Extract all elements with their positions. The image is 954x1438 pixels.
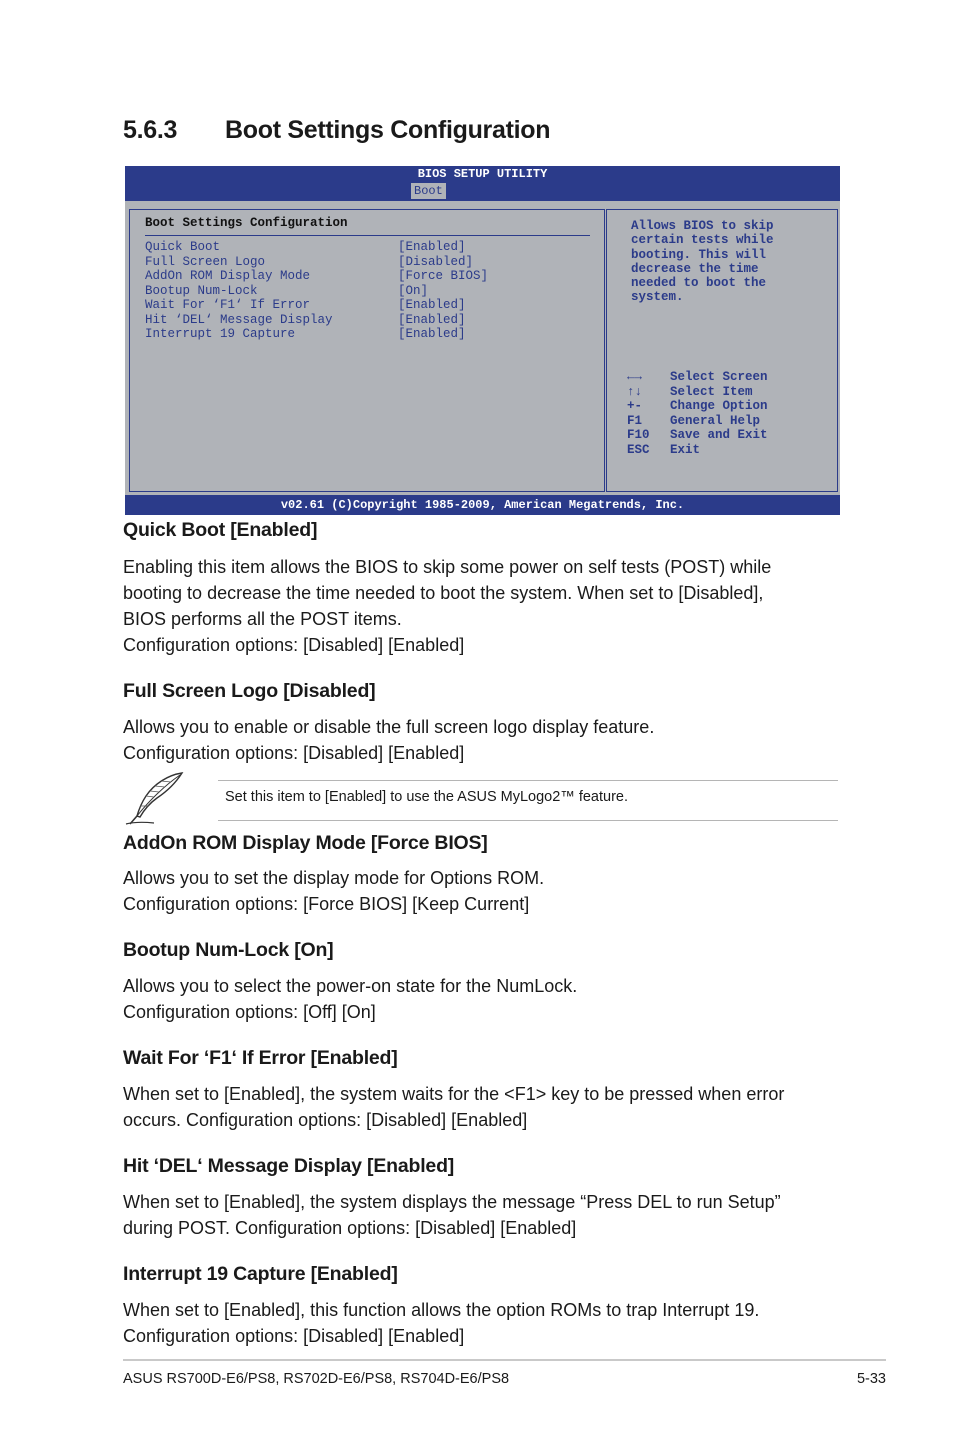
- bios-settings-panel: [129, 209, 605, 492]
- bios-help-panel: [606, 209, 838, 492]
- key-change-option: +-: [627, 399, 643, 413]
- setting-label: Interrupt 19 Capture: [145, 327, 296, 341]
- desc-wait-for-f1: [123, 1081, 843, 1133]
- desc-line: occurs. Configuration options: [Disabled] [Enabled]: [123, 1110, 528, 1130]
- key-desc: Change Option: [670, 399, 768, 413]
- desc-line: Allows you to set the display mode for Options ROM.: [123, 868, 545, 888]
- key-desc: Select Screen: [670, 370, 768, 384]
- desc-bootup-num-lock: [123, 973, 843, 1025]
- bios-panel-heading: Boot Settings Configuration: [145, 216, 348, 230]
- desc-line: Enabling this item allows the BIOS to skip some power on self tests (POST) while: [123, 557, 772, 577]
- bios-screenshot: [125, 166, 840, 515]
- heading-bootup-num-lock: Bootup Num-Lock [On]: [123, 939, 334, 961]
- help-line: certain tests while: [631, 233, 774, 248]
- desc-addon-rom-display-mode: [123, 865, 843, 917]
- desc-line: during POST. Configuration options: [Disabled] [Enabled]: [123, 1218, 577, 1238]
- bios-title: BIOS SETUP UTILITY: [417, 167, 548, 181]
- setting-label: Bootup Num-Lock: [145, 283, 258, 298]
- desc-full-screen-logo: [123, 714, 843, 766]
- note-bottom-rule: [218, 820, 838, 821]
- setting-value: [Enabled]: [398, 298, 466, 312]
- bios-panel-divider: [145, 235, 590, 236]
- footer-model-names: ASUS RS700D-E6/PS8, RS702D-E6/PS8, RS704D-E6/PS8: [123, 1371, 510, 1387]
- setting-value: [Enabled]: [398, 327, 466, 341]
- desc-line: booting to decrease the time needed to boot the system. When set to [Disabled],: [123, 583, 764, 603]
- desc-line: Configuration options: [Force BIOS] [Keep Current]: [123, 894, 530, 914]
- section-title: Boot Settings Configuration: [225, 116, 551, 144]
- desc-line: When set to [Enabled], this function allows the option ROMs to trap Interrupt 19.: [123, 1300, 760, 1320]
- desc-line: Configuration options: [Disabled] [Enabled]: [123, 1326, 465, 1346]
- help-line: system.: [631, 290, 684, 305]
- desc-hit-del-message: [123, 1189, 843, 1241]
- heading-quick-boot: Quick Boot [Enabled]: [123, 519, 318, 541]
- desc-line: Allows you to enable or disable the full screen logo display feature.: [123, 717, 655, 737]
- note-top-rule: [218, 780, 838, 781]
- bios-tab-boot[interactable]: Boot: [411, 183, 446, 199]
- note-text: Set this item to [Enabled] to use the ASUS MyLogo2™ feature.: [225, 789, 629, 805]
- section-number: 5.6.3: [123, 116, 178, 144]
- setting-label: Wait For ‘F1‘ If Error: [145, 298, 311, 312]
- key-desc: Exit: [670, 442, 701, 457]
- heading-addon-rom-display-mode: AddOn ROM Display Mode [Force BIOS]: [123, 832, 488, 854]
- desc-quick-boot: [123, 554, 843, 658]
- heading-wait-for-f1: Wait For ‘F1‘ If Error [Enabled]: [123, 1047, 398, 1069]
- heading-interrupt-19-capture: Interrupt 19 Capture [Enabled]: [123, 1263, 398, 1285]
- feather-pen-icon: [124, 770, 186, 826]
- desc-line: Configuration options: [Disabled] [Enabled]: [123, 743, 465, 763]
- setting-value: [Force BIOS]: [398, 269, 489, 283]
- desc-line: Configuration options: [Off] [On]: [123, 1002, 376, 1022]
- key-desc: General Help: [670, 413, 761, 428]
- key-select-screen: ←→: [627, 370, 643, 384]
- setting-label: Full Screen Logo: [145, 254, 266, 269]
- setting-value: [On]: [398, 283, 429, 298]
- setting-label: AddOn ROM Display Mode: [145, 269, 311, 283]
- help-line: decrease the time: [631, 261, 759, 276]
- key-select-item: ↑↓: [627, 384, 643, 399]
- page-number: 5-33: [856, 1371, 886, 1387]
- desc-line: BIOS performs all the POST items.: [123, 609, 402, 629]
- heading-full-screen-logo: Full Screen Logo [Disabled]: [123, 680, 376, 702]
- key-exit: ESC: [627, 442, 650, 457]
- setting-value: [Disabled]: [398, 254, 474, 269]
- setting-label: Hit ‘DEL‘ Message Display: [145, 312, 333, 327]
- setting-label: Quick Boot: [145, 240, 221, 254]
- desc-interrupt-19-capture: [123, 1297, 843, 1349]
- heading-hit-del-message: Hit ‘DEL‘ Message Display [Enabled]: [123, 1155, 455, 1177]
- desc-line: Allows you to select the power-on state for the NumLock.: [123, 976, 578, 996]
- key-save-exit: F10: [627, 428, 650, 442]
- setting-value: [Enabled]: [398, 312, 466, 327]
- footer-rule: [123, 1359, 886, 1361]
- desc-line: When set to [Enabled], the system waits for the <F1> key to be pressed when error: [123, 1084, 785, 1104]
- key-desc: Save and Exit: [670, 428, 768, 442]
- desc-line: When set to [Enabled], the system displays the message “Press DEL to run Setup”: [123, 1192, 781, 1212]
- bios-title-bar: [125, 166, 840, 201]
- desc-line: Configuration options: [Disabled] [Enabled]: [123, 635, 465, 655]
- help-line: Allows BIOS to skip: [631, 219, 774, 233]
- key-general-help: F1: [627, 413, 643, 428]
- setting-value: [Enabled]: [398, 240, 466, 254]
- help-line: booting. This will: [631, 247, 767, 262]
- bios-help-text: [631, 219, 774, 305]
- help-line: needed to boot the: [631, 276, 767, 291]
- bios-copyright-bar: v02.61 (C)Copyright 1985-2009, American Megatrends, Inc.: [125, 495, 840, 515]
- key-desc: Select Item: [670, 384, 753, 399]
